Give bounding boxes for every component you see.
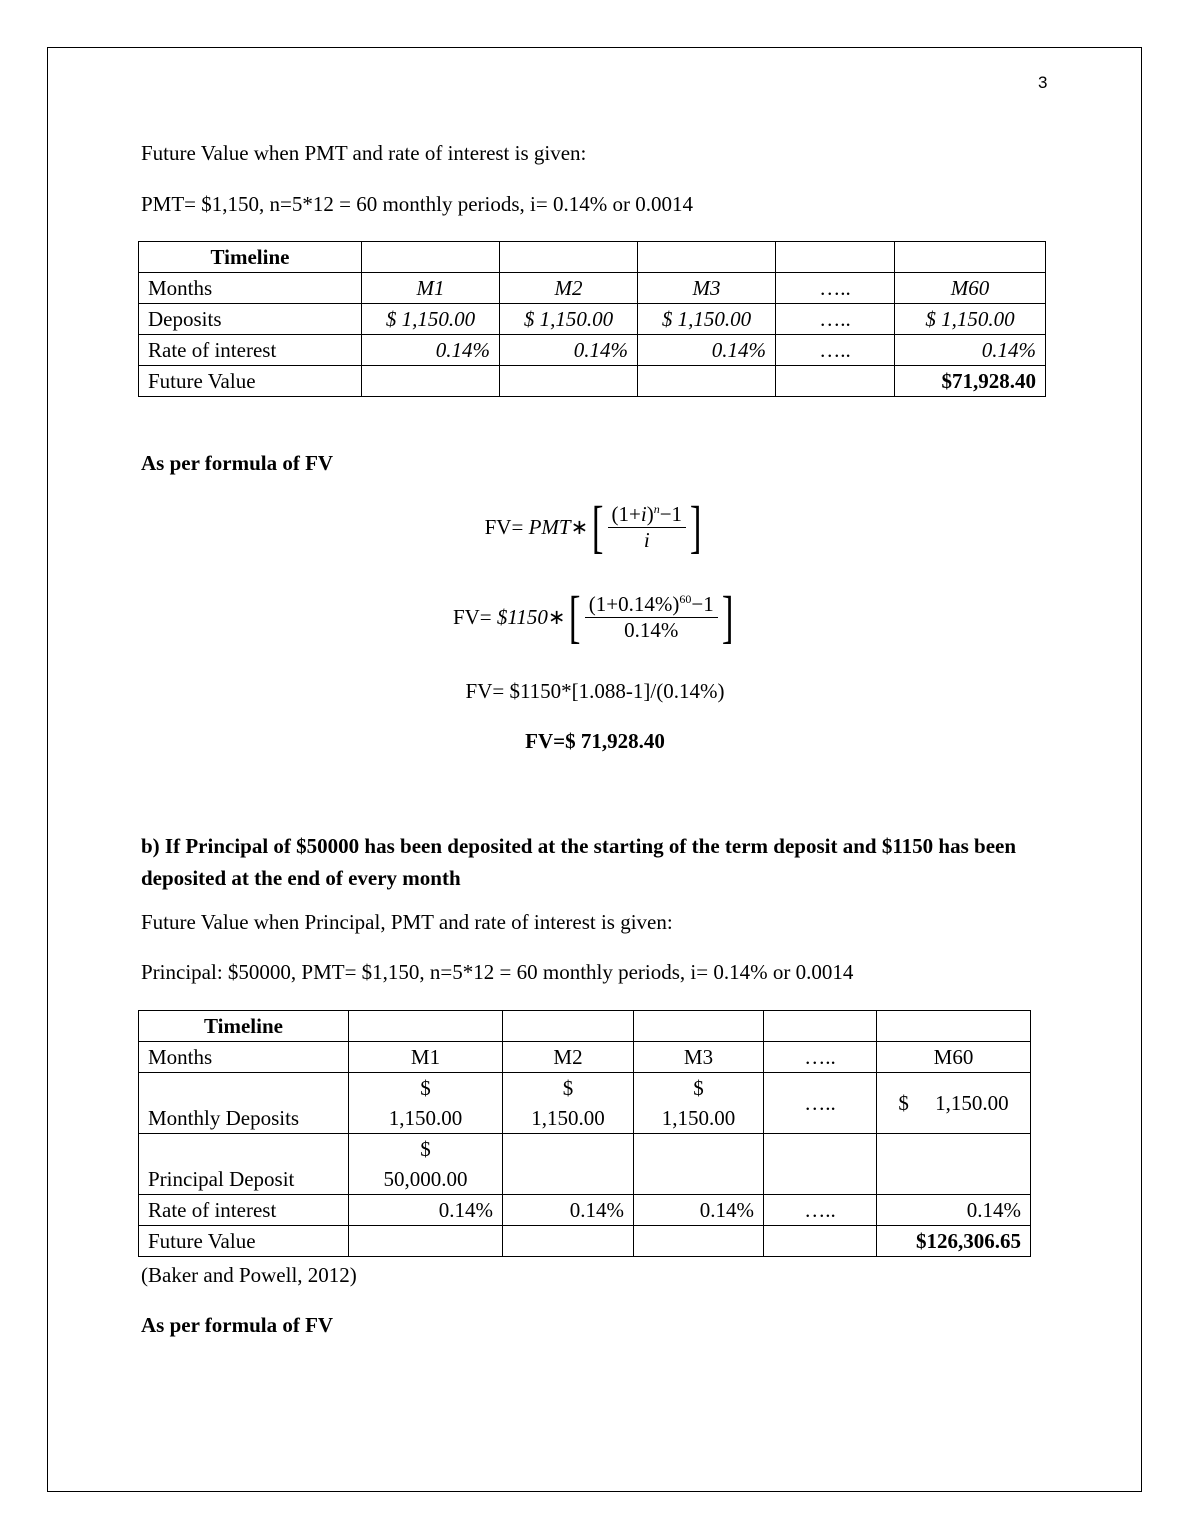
row-label: Months xyxy=(139,273,362,304)
table-cell: 0.14% xyxy=(634,1195,764,1226)
amount: 50,000.00 xyxy=(383,1167,468,1191)
formula-heading-b: As per formula of FV xyxy=(141,1313,334,1337)
amount: 1,150.00 xyxy=(388,1106,463,1130)
exponent: n xyxy=(653,501,660,516)
table-row xyxy=(139,1195,1031,1226)
exponent: 60 xyxy=(679,591,692,606)
table-cell: $ 1,150.00 xyxy=(500,304,638,335)
formula-heading-a: As per formula of FV xyxy=(141,451,334,475)
table-cell xyxy=(349,1073,503,1134)
fv-table-a xyxy=(138,241,1046,397)
bracket-right-icon: ] xyxy=(721,584,734,649)
section-b-subheading: Future Value when Principal, PMT and rate of interest is given: xyxy=(141,910,673,934)
formula-op: ∗ xyxy=(570,514,589,539)
future-value-cell: $126,306.65 xyxy=(877,1226,1031,1257)
amount: 1,150.00 xyxy=(661,1106,736,1130)
denominator: i xyxy=(643,527,650,552)
section-a-params: PMT= $1,150, n=5*12 = 60 monthly periods, i= 0.14% or 0.0014 xyxy=(141,192,693,216)
table-cell: $ 1,150.00 xyxy=(877,1073,1031,1134)
num-part: −1 xyxy=(659,501,683,526)
fv-table-b xyxy=(138,1010,1031,1257)
row-label: Future Value xyxy=(139,1226,349,1257)
currency: $ xyxy=(420,1137,431,1161)
table-cell: ….. xyxy=(776,304,895,335)
row-label: Monthly Deposits xyxy=(139,1073,349,1134)
formula-substituted xyxy=(0,584,1190,649)
table-cell: ….. xyxy=(776,335,895,366)
row-label: Deposits xyxy=(139,304,362,335)
table-cell: M60 xyxy=(895,273,1046,304)
table-cell: M2 xyxy=(500,273,638,304)
table-cell: M1 xyxy=(362,273,500,304)
table-row xyxy=(139,335,1046,366)
table-cell: M1 xyxy=(349,1042,503,1073)
table-row xyxy=(139,1134,1031,1195)
num-part: (1+0.14%) xyxy=(588,591,680,616)
denominator: 0.14% xyxy=(624,617,679,642)
currency: $ xyxy=(693,1076,704,1100)
table-cell: ….. xyxy=(764,1195,877,1226)
formula-fraction xyxy=(585,592,718,643)
citation: (Baker and Powell, 2012) xyxy=(141,1263,357,1287)
table-cell: 0.14% xyxy=(895,335,1046,366)
table-cell: 0.14% xyxy=(638,335,776,366)
row-label: Rate of interest xyxy=(139,1195,349,1226)
formula-pmt: $1150 xyxy=(496,604,548,629)
currency: $ xyxy=(420,1076,431,1100)
table-cell: M60 xyxy=(877,1042,1031,1073)
table-cell: 0.14% xyxy=(349,1195,503,1226)
section-b-heading: b) If Principal of $50000 has been deposited at the starting of the term deposit and $1150 has been deposited at the end of every month xyxy=(141,834,1017,890)
table-cell: ….. xyxy=(764,1073,877,1134)
table-cell: $ 1,150.00 xyxy=(895,304,1046,335)
table-cell: 0.14% xyxy=(500,335,638,366)
row-label: Months xyxy=(139,1042,349,1073)
table-cell: $ 1,150.00 xyxy=(362,304,500,335)
table-cell: ….. xyxy=(764,1042,877,1073)
formula-fraction xyxy=(608,502,687,553)
future-value-cell: $71,928.40 xyxy=(895,366,1046,397)
table-cell: 0.14% xyxy=(503,1195,634,1226)
row-label: Future Value xyxy=(139,366,362,397)
bracket-right-icon: ] xyxy=(689,494,702,559)
formula-pmt: PMT xyxy=(528,514,571,539)
formula-lhs: FV= xyxy=(452,604,492,629)
table-cell xyxy=(349,1134,503,1195)
table-row xyxy=(139,1042,1031,1073)
table-row xyxy=(139,273,1046,304)
table-row xyxy=(139,304,1046,335)
formula-lhs: FV= xyxy=(484,514,524,539)
currency: $ xyxy=(562,1076,574,1100)
table-cell: 0.14% xyxy=(362,335,500,366)
table-header: Timeline xyxy=(139,1011,349,1042)
page-number: 3 xyxy=(1038,73,1048,92)
num-part: ) xyxy=(646,501,654,526)
amount: 1,150.00 xyxy=(531,1106,605,1130)
table-row xyxy=(139,1073,1031,1134)
table-cell: 0.14% xyxy=(877,1195,1031,1226)
table-row xyxy=(139,1011,1031,1042)
table-cell: ….. xyxy=(776,273,895,304)
num-part: (1+ xyxy=(611,501,641,526)
row-label: Principal Deposit xyxy=(139,1134,349,1195)
section-b-params: Principal: $50000, PMT= $1,150, n=5*12 = 60 monthly periods, i= 0.14% or 0.0014 xyxy=(141,960,854,984)
formula-op: ∗ xyxy=(547,604,566,629)
formula-result: FV=$ 71,928.40 xyxy=(525,729,665,753)
row-label: Rate of interest xyxy=(139,335,362,366)
formula-simplified: FV= $1150*[1.088-1]/(0.14%) xyxy=(465,679,725,703)
table-cell: M2 xyxy=(503,1042,634,1073)
table-cell: M3 xyxy=(634,1042,764,1073)
bracket-left-icon: [ xyxy=(592,494,604,559)
table-cell: M3 xyxy=(638,273,776,304)
table-row xyxy=(139,366,1046,397)
formula-general xyxy=(0,494,1190,559)
table-cell xyxy=(634,1073,764,1134)
section-a-heading: Future Value when PMT and rate of interest is given: xyxy=(141,141,587,165)
num-part: i xyxy=(640,501,647,526)
table-row xyxy=(139,242,1046,273)
table-cell: $ 1,150.00 xyxy=(638,304,776,335)
table-row xyxy=(139,1226,1031,1257)
table-header: Timeline xyxy=(139,242,362,273)
bracket-left-icon: [ xyxy=(569,584,581,649)
table-cell xyxy=(503,1073,634,1134)
num-part: −1 xyxy=(691,591,714,616)
